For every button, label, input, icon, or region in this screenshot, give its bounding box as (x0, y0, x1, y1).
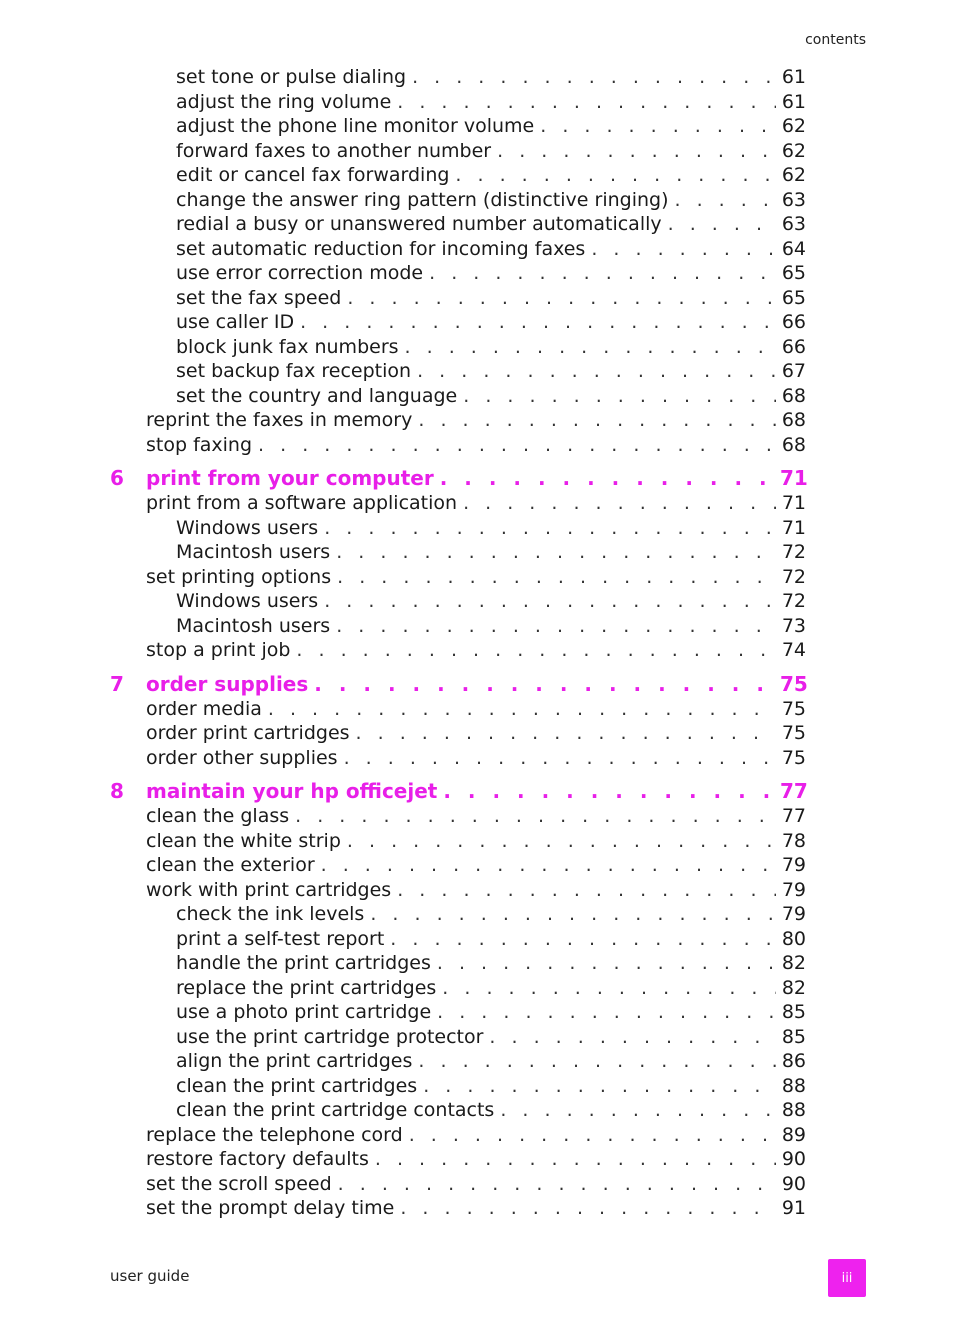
toc-entry-title: align the print cartridges (176, 1050, 413, 1072)
dot-leader (324, 590, 776, 612)
toc-entry-title: use a photo print cartridge (176, 1001, 432, 1023)
toc-entry-page: 75 (781, 746, 806, 769)
toc-entry-page: 85 (781, 1025, 806, 1048)
toc-entry-page: 88 (781, 1074, 806, 1097)
toc-entry-title: adjust the ring volume (176, 90, 392, 113)
toc-entry-title: reprint the faxes in memory (146, 409, 413, 431)
toc-entry-page: 66 (781, 311, 806, 333)
toc-entry-page: 65 (781, 262, 806, 284)
toc-entry-title: clean the white strip (146, 829, 341, 852)
toc-entry[interactable] (110, 698, 806, 723)
dot-leader (443, 779, 776, 803)
page-number-badge: iii (828, 1259, 866, 1297)
toc-entry-page: 79 (781, 903, 806, 925)
toc-entry[interactable] (110, 1026, 806, 1051)
toc-entry-title: clean the glass (146, 805, 290, 827)
toc-entry[interactable] (110, 1197, 806, 1222)
toc-entry-page: 85 (781, 1001, 806, 1023)
dot-leader (423, 1075, 776, 1097)
toc-entry-title: set backup fax reception (176, 360, 412, 382)
toc-entry-page: 65 (781, 286, 806, 309)
toc-entry-page: 79 (781, 878, 806, 901)
toc-entry[interactable] (110, 517, 806, 542)
chapter-number: 8 (110, 779, 124, 803)
dot-leader (412, 66, 776, 88)
toc-entry[interactable] (110, 262, 806, 287)
toc-entry-title: replace the telephone cord (146, 1123, 403, 1146)
dot-leader (418, 1050, 776, 1072)
chapter-number: 6 (110, 466, 124, 490)
toc-entry[interactable] (110, 434, 806, 459)
dot-leader (300, 311, 776, 333)
toc-entry[interactable] (110, 1173, 806, 1198)
toc-entry[interactable] (110, 91, 806, 116)
toc-entry-page: 61 (781, 66, 806, 88)
toc-entry[interactable] (110, 1099, 806, 1124)
toc-entry[interactable] (110, 311, 806, 336)
toc-entry-title: set tone or pulse dialing (176, 66, 407, 88)
toc-entry-title: restore factory defaults (146, 1148, 369, 1170)
toc-entry[interactable] (110, 879, 806, 904)
toc-entry-page: 75 (781, 722, 806, 744)
chapter-page: 71 (780, 466, 808, 490)
toc-entry-title: check the ink levels (176, 903, 365, 925)
dot-leader (500, 1099, 776, 1121)
dot-leader (397, 91, 776, 113)
dot-leader (437, 952, 776, 974)
toc-entry-title: Windows users (176, 590, 319, 612)
dot-leader (337, 566, 776, 588)
toc-entry[interactable] (110, 722, 806, 747)
toc-entry-page: 67 (781, 360, 806, 382)
toc-entry-page: 72 (781, 590, 806, 612)
dot-leader (370, 903, 776, 925)
toc-entry-title: adjust the phone line monitor volume (176, 115, 535, 137)
dot-leader (409, 1124, 776, 1146)
chapter-title: order supplies (146, 671, 309, 696)
chapter-title: maintain your hp officejet (146, 779, 438, 803)
dot-leader (540, 115, 776, 137)
toc-entry[interactable] (110, 854, 806, 879)
toc-entry-title: use the print cartridge protector (176, 1025, 484, 1048)
toc-entry[interactable] (110, 747, 806, 772)
toc-entry-title: order media (146, 697, 262, 720)
toc-entry-page: 66 (781, 335, 806, 358)
toc-entry-title: Macintosh users (176, 541, 331, 563)
toc-entry[interactable] (110, 115, 806, 140)
toc-entry[interactable] (110, 615, 806, 640)
toc-entry-page: 62 (781, 164, 806, 186)
toc-entry[interactable] (110, 287, 806, 312)
toc-entry-page: 68 (781, 433, 806, 456)
toc-entry[interactable] (110, 409, 806, 434)
dot-leader (405, 336, 776, 358)
dot-leader (336, 541, 776, 563)
toc-entry-page: 79 (781, 854, 806, 876)
toc-entry[interactable] (110, 238, 806, 263)
toc-entry-title: clean the exterior (146, 854, 315, 876)
toc-entry[interactable] (110, 639, 806, 664)
toc-entry-title: set automatic reduction for incoming faxes (176, 237, 586, 260)
dot-leader (336, 615, 776, 637)
toc-entry-page: 63 (781, 213, 806, 235)
toc-entry-title: work with print cartridges (146, 878, 392, 901)
toc-entry-page: 73 (781, 614, 806, 637)
toc-entry-page: 68 (781, 409, 806, 431)
toc-entry[interactable] (110, 952, 806, 977)
chapter-heading[interactable] (110, 672, 806, 698)
toc-entry-title: set printing options (146, 565, 332, 588)
dot-leader (675, 189, 777, 211)
toc-entry-title: Windows users (176, 516, 319, 539)
toc-entry-title: change the answer ring pattern (distinctive ringing) (176, 188, 669, 211)
toc-entry[interactable] (110, 1050, 806, 1075)
footer-label: user guide (110, 1267, 190, 1285)
toc-entry[interactable] (110, 903, 806, 928)
toc-entry[interactable] (110, 492, 806, 517)
toc-entry-page: 61 (781, 90, 806, 113)
toc-entry-title: print a self-test report (176, 927, 385, 950)
toc-entry-page: 62 (781, 139, 806, 162)
dot-leader (668, 213, 776, 235)
toc-entry-page: 68 (781, 384, 806, 407)
dot-leader (440, 466, 776, 490)
toc-entry[interactable] (110, 213, 806, 238)
dot-leader (437, 1001, 776, 1023)
toc-entry[interactable] (110, 541, 806, 566)
toc-entry[interactable] (110, 66, 806, 91)
dot-leader (268, 698, 776, 720)
running-header: contents (805, 32, 866, 48)
toc-entry-page: 71 (781, 492, 806, 514)
dot-leader (324, 517, 776, 539)
toc-entry-title: forward faxes to another number (176, 139, 492, 162)
toc-entry[interactable] (110, 140, 806, 165)
toc-entry-page: 80 (781, 927, 806, 950)
toc-entry-page: 82 (781, 952, 806, 974)
chapter-title: print from your computer (146, 466, 434, 490)
toc-entry-page: 86 (781, 1050, 806, 1072)
toc-entry[interactable] (110, 1148, 806, 1173)
dot-leader (400, 1197, 776, 1219)
dot-leader (338, 1173, 776, 1195)
toc-entry[interactable] (110, 360, 806, 385)
toc-entry-title: clean the print cartridges (176, 1074, 418, 1097)
toc-entry[interactable] (110, 336, 806, 361)
dot-leader (347, 287, 776, 309)
toc-entry-title: stop a print job (146, 639, 291, 661)
toc-entry-page: 90 (781, 1148, 806, 1170)
toc-entry[interactable] (110, 164, 806, 189)
dot-leader (417, 360, 776, 382)
dot-leader (375, 1148, 776, 1170)
dot-leader (321, 854, 776, 876)
toc-entry-title: replace the print cartridges (176, 976, 437, 999)
toc-entry[interactable] (110, 830, 806, 855)
dot-leader (429, 262, 776, 284)
toc-entry-title: block junk fax numbers (176, 335, 399, 358)
toc-entry[interactable] (110, 189, 806, 214)
toc-entry-page: 74 (781, 639, 806, 661)
dot-leader (442, 977, 776, 999)
chapter-page: 75 (780, 671, 808, 696)
toc-entry-page: 90 (781, 1172, 806, 1195)
toc-entry-page: 63 (781, 188, 806, 211)
dot-leader (489, 1026, 776, 1048)
toc-entry-page: 82 (781, 976, 806, 999)
toc-entry[interactable] (110, 590, 806, 615)
toc-entry-page: 88 (781, 1099, 806, 1121)
toc-entry[interactable] (110, 385, 806, 410)
chapter-number: 7 (110, 671, 124, 696)
dot-leader (497, 140, 776, 162)
toc-entry[interactable] (110, 566, 806, 591)
dot-leader (347, 830, 776, 852)
toc-entry-page: 71 (781, 516, 806, 539)
toc-entry-title: redial a busy or unanswered number automatically (176, 213, 662, 235)
dot-leader (463, 385, 776, 407)
toc-entry-page: 78 (781, 829, 806, 852)
toc-entry[interactable] (110, 1001, 806, 1026)
toc-entry-page: 62 (781, 115, 806, 137)
toc-entry-title: set the country and language (176, 384, 458, 407)
toc-entry-page: 72 (781, 565, 806, 588)
toc-entry-title: set the scroll speed (146, 1172, 332, 1195)
toc-entry[interactable] (110, 1075, 806, 1100)
toc-entry-title: Macintosh users (176, 614, 331, 637)
dot-leader (397, 879, 776, 901)
dot-leader (356, 722, 776, 744)
toc-entry-title: clean the print cartridge contacts (176, 1099, 495, 1121)
toc-entry-title: edit or cancel fax forwarding (176, 164, 450, 186)
dot-leader (591, 238, 776, 260)
toc-entry-title: use caller ID (176, 311, 295, 333)
toc-entry-title: stop faxing (146, 433, 253, 456)
toc-entry-page: 72 (781, 541, 806, 563)
toc-entry-title: use error correction mode (176, 262, 424, 284)
toc-entry[interactable] (110, 928, 806, 953)
toc-entry-page: 75 (781, 697, 806, 720)
dot-leader (463, 492, 776, 514)
toc-entry-page: 91 (781, 1197, 806, 1219)
dot-leader (314, 672, 776, 696)
dot-leader (455, 164, 776, 186)
toc-entry[interactable] (110, 977, 806, 1002)
toc-entry-title: handle the print cartridges (176, 952, 431, 974)
dot-leader (390, 928, 776, 950)
chapter-page: 77 (780, 779, 808, 803)
toc-entry[interactable] (110, 805, 806, 830)
toc-entry-title: print from a software application (146, 492, 458, 514)
dot-leader (418, 409, 776, 431)
toc-entry-title: order other supplies (146, 746, 338, 769)
table-of-contents (110, 66, 806, 1222)
toc-entry-title: set the fax speed (176, 286, 342, 309)
toc-entry-page: 77 (781, 805, 806, 827)
toc-entry-title: set the prompt delay time (146, 1197, 395, 1219)
toc-entry-title: order print cartridges (146, 722, 350, 744)
dot-leader (296, 639, 776, 661)
toc-entry[interactable] (110, 1124, 806, 1149)
dot-leader (258, 434, 776, 456)
chapter-heading[interactable] (110, 779, 806, 805)
chapter-heading[interactable] (110, 466, 806, 492)
toc-entry-page: 64 (781, 237, 806, 260)
toc-entry-page: 89 (781, 1123, 806, 1146)
dot-leader (295, 805, 776, 827)
dot-leader (344, 747, 776, 769)
